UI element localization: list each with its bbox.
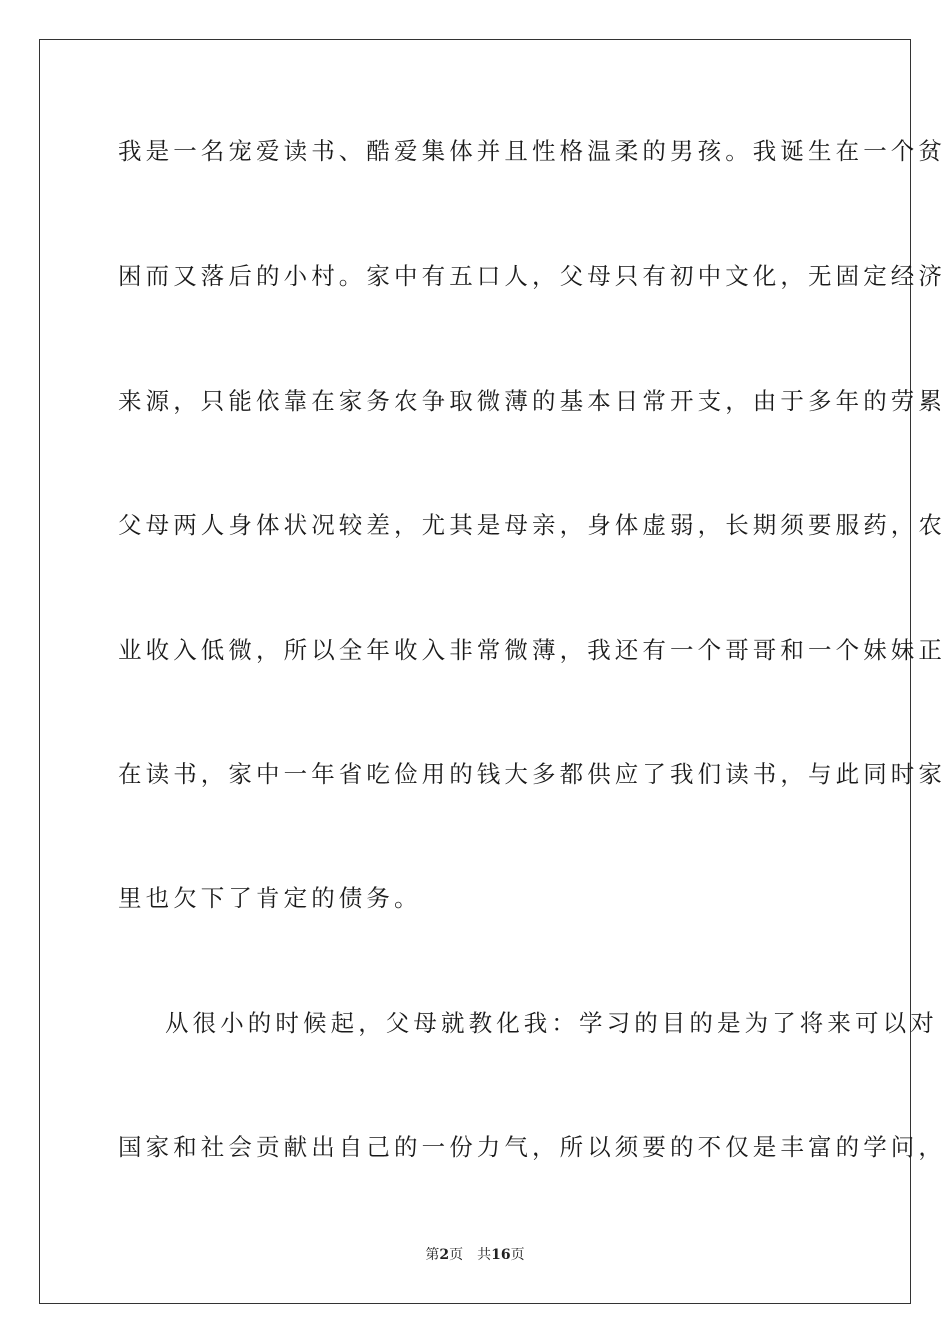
page-footer — [0, 1246, 950, 1264]
page-prefix: 第 — [425, 1247, 440, 1263]
total-pages-number: 16 — [491, 1247, 511, 1263]
current-page-number: 2 — [439, 1247, 450, 1263]
total-prefix: 共 — [477, 1247, 492, 1263]
total-suffix: 页 — [510, 1247, 525, 1263]
paragraph-1-line-5: 业收入低微，所以全年收入非常微薄，我还有一个哥哥和一个妹妹正 — [118, 636, 946, 664]
paragraph-1-line-7: 里也欠下了肯定的债务。 — [118, 884, 422, 912]
paragraph-1-line-2: 困而又落后的小村。家中有五口人，父母只有初中文化，无固定经济 — [118, 262, 946, 290]
paragraph-2-line-2: 国家和社会贡献出自己的一份力气，所以须要的不仅是丰富的学问， — [118, 1133, 946, 1161]
paragraph-1-line-1: 我是一名宠爱读书、酷爱集体并且性格温柔的男孩。我诞生在一个贫 — [118, 137, 946, 165]
paragraph-1-line-4: 父母两人身体状况较差，尤其是母亲，身体虚弱，长期须要服药，农 — [118, 511, 946, 539]
paragraph-1-line-6: 在读书，家中一年省吃俭用的钱大多都供应了我们读书，与此同时家 — [118, 760, 946, 788]
paragraph-1-line-3: 来源，只能依靠在家务农争取微薄的基本日常开支，由于多年的劳累 — [118, 387, 946, 415]
page-border — [39, 39, 946, 1304]
page-suffix: 页 — [449, 1247, 464, 1263]
paragraph-2-line-1: 从很小的时候起，父母就教化我：学习的目的是为了将来可以对 — [165, 1009, 938, 1037]
